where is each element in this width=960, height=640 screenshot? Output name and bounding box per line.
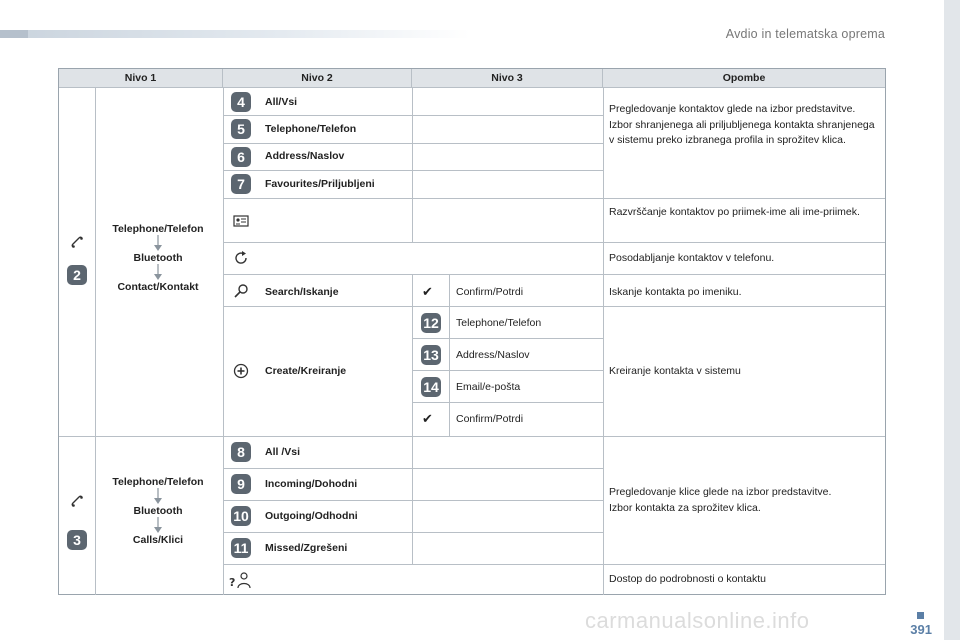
badge-12: 12 <box>421 313 441 333</box>
col-divider-2a <box>412 87 413 242</box>
row-line <box>223 564 885 565</box>
badge-9: 9 <box>231 474 251 494</box>
badge-4: 4 <box>231 92 251 112</box>
arrow-down-icon <box>153 264 163 281</box>
arrow-down-icon <box>153 517 163 534</box>
menu-item-all-calls: All /Vsi <box>265 446 301 458</box>
path-step-contact: Contact/Kontakt <box>117 281 199 293</box>
note-refresh: Posodabljanje kontaktov v telefonu. <box>609 252 775 264</box>
path-step-bluetooth: Bluetooth <box>133 252 183 264</box>
header-accent-block <box>0 30 28 38</box>
add-contact-icon <box>233 363 249 379</box>
row-line <box>223 242 885 243</box>
note-create: Kreiranje kontakta v sistemu <box>609 365 741 377</box>
contact-details-icon <box>229 571 253 589</box>
header-divider <box>59 87 885 88</box>
badge-7: 7 <box>231 174 251 194</box>
badge-5: 5 <box>231 119 251 139</box>
note-details: Dostop do podrobnosti o kontaktu <box>609 573 767 585</box>
create-telephone: Telephone/Telefon <box>456 317 542 329</box>
col-divider-2d <box>449 274 450 436</box>
badge-14: 14 <box>421 377 441 397</box>
menu-item-address: Address/Naslov <box>265 150 345 162</box>
column-header-nivo2: Nivo 2 <box>223 69 412 87</box>
column-header-nivo1: Nivo 1 <box>59 69 223 87</box>
path-step-bluetooth: Bluetooth <box>133 505 183 517</box>
badge-6: 6 <box>231 147 251 167</box>
page-number-marker <box>917 612 924 619</box>
menu-table <box>58 68 886 595</box>
note-sort: Razvrščanje kontaktov po priimek-ime ali ime-priimek. <box>609 206 860 218</box>
row-line <box>412 370 603 371</box>
badge-10: 10 <box>231 506 251 526</box>
level1-badge: 2 <box>67 265 87 285</box>
badge-11: 11 <box>231 538 251 558</box>
create-email: Email/e-pošta <box>456 381 521 393</box>
col-divider-3 <box>603 87 604 595</box>
check-icon: ✔ <box>422 284 433 299</box>
create-address: Address/Naslov <box>456 349 530 361</box>
menu-item-incoming: Incoming/Dohodni <box>265 478 358 490</box>
search-icon <box>233 283 249 299</box>
menu-item-telephone: Telephone/Telefon <box>265 123 357 135</box>
badge-13: 13 <box>421 345 441 365</box>
menu-item-create: Create/Kreiranje <box>265 365 347 377</box>
refresh-icon <box>233 250 249 266</box>
phone-icon <box>69 234 85 250</box>
menu-item-favourites: Favourites/Priljubljeni <box>265 178 375 190</box>
row-line <box>223 306 885 307</box>
menu-item-search: Search/Iskanje <box>265 286 339 298</box>
col-divider-1a <box>95 87 96 595</box>
create-confirm: Confirm/Potrdi <box>456 413 524 425</box>
page-header-title: Avdio in telematska oprema <box>725 27 885 41</box>
menu-item-all: All/Vsi <box>265 96 298 108</box>
level1-badge: 3 <box>67 530 87 550</box>
row-line <box>223 143 603 144</box>
group-divider <box>59 436 885 437</box>
note-search: Iskanje kontakta po imeniku. <box>609 286 742 298</box>
row-line <box>223 198 885 199</box>
path-step-telephone: Telephone/Telefon <box>112 476 204 488</box>
row-line <box>412 402 603 403</box>
menu-item-outgoing: Outgoing/Odhodni <box>265 510 358 522</box>
sort-contacts-icon <box>233 213 249 229</box>
badge-8: 8 <box>231 442 251 462</box>
row-line <box>223 115 603 116</box>
note-contact-list: Pregledovanje kontaktov glede na izbor predstavitve. Izbor shranjenega ali priljubljenega kontakta shranjenega v sistemu preko izbranega profila in sprožitev klica. <box>609 103 875 146</box>
menu-item-missed: Missed/Zgrešeni <box>265 542 348 554</box>
header-accent-bar <box>0 30 470 38</box>
phone-icon <box>69 493 85 509</box>
search-confirm: Confirm/Potrdi <box>456 286 524 298</box>
watermark-text: carmanualsonline.info <box>585 608 810 633</box>
page-number: 391 <box>910 622 932 637</box>
path-step-telephone: Telephone/Telefon <box>112 223 204 235</box>
level1-path-contacts <box>97 223 219 293</box>
col-divider-2b <box>412 274 413 436</box>
note-calls: Pregledovanje klice glede na izbor predstavitve. Izbor kontakta za sprožitev klica. <box>609 486 832 514</box>
page-edge-strip <box>944 0 960 640</box>
row-line <box>412 338 603 339</box>
row-line <box>223 468 603 469</box>
svg-text:?: ? <box>229 576 236 589</box>
col-divider-1 <box>223 87 224 595</box>
row-line <box>223 500 603 501</box>
row-line <box>223 170 603 171</box>
row-line <box>223 532 603 533</box>
column-header-nivo3: Nivo 3 <box>412 69 603 87</box>
arrow-down-icon <box>153 235 163 252</box>
path-step-calls: Calls/Klici <box>132 534 184 546</box>
level1-path-calls <box>97 476 219 546</box>
row-line <box>223 274 885 275</box>
check-icon: ✔ <box>422 411 433 426</box>
arrow-down-icon <box>153 488 163 505</box>
column-header-opombe: Opombe <box>603 69 885 87</box>
